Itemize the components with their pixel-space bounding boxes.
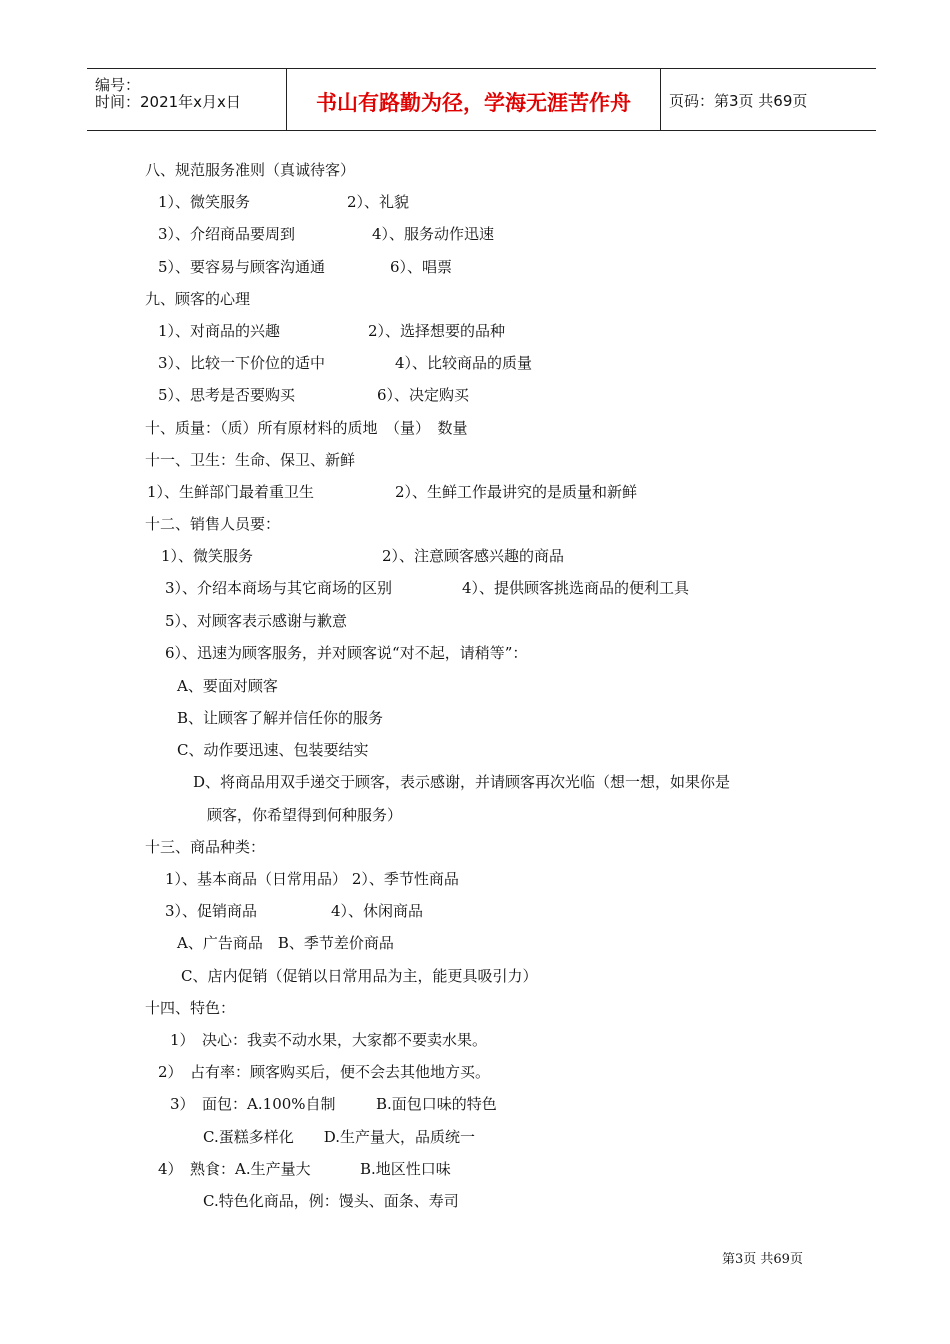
heading-section-8: 八、规范服务准则（真诚待客）	[145, 161, 356, 179]
sub-item: C、动作要迅速、包装要结实	[177, 741, 369, 759]
list-item: 3）、比较一下价位的适中	[158, 354, 326, 372]
list-item: 1）、微笑服务	[158, 193, 251, 211]
list-item: 6）、唱票	[390, 258, 453, 276]
sub-item: B、让顾客了解并信任你的服务	[177, 709, 384, 727]
list-item: 1）、基本商品（日常用品） 2）、季节性商品	[165, 870, 459, 888]
list-item: 4）、服务动作迅速	[372, 225, 495, 243]
list-item: 3）、介绍商品要周到	[158, 225, 296, 243]
list-item: B.地区性口味	[360, 1160, 451, 1178]
list-item: 2）、选择想要的品种	[368, 322, 506, 340]
sub-item: C、店内促销（促销以日常用品为主，能更具吸引力）	[181, 967, 538, 985]
list-item: 3） 面包：A.100%自制	[170, 1095, 336, 1113]
heading-section-12: 十二、销售人员要：	[145, 515, 281, 533]
list-item: 1）、微笑服务	[161, 547, 254, 565]
header-meta	[87, 69, 287, 130]
list-item: 4）、比较商品的质量	[395, 354, 533, 372]
list-item: 6）、决定购买	[377, 386, 470, 404]
list-item: 3）、促销商品	[165, 902, 258, 920]
list-item: 5）、思考是否要购买	[158, 386, 296, 404]
sub-item: A、广告商品 B、季节差价商品	[177, 934, 394, 952]
list-item: 1）、生鲜部门最着重卫生	[147, 483, 315, 501]
heading-section-14: 十四、特色：	[145, 999, 236, 1017]
list-item: 4）、提供顾客挑选商品的便利工具	[462, 579, 690, 597]
list-item: 5）、对顾客表示感谢与歉意	[165, 612, 348, 630]
page-info: 页码：第3页 共69页	[669, 92, 808, 110]
header-motto-cell	[287, 69, 661, 130]
time-line: 时间：2021年x月x日	[95, 93, 241, 111]
sub-item: D、将商品用双手递交于顾客，表示感谢，并请顾客再次光临（想一想，如果你是	[193, 773, 731, 791]
heading-section-11: 十一、卫生：生命、保卫、新鲜	[145, 451, 356, 469]
heading-section-13: 十三、商品种类：	[145, 838, 266, 856]
list-item: 1） 决心：我卖不动水果，大家都不要卖水果。	[170, 1031, 488, 1049]
sub-item: A、要面对顾客	[177, 677, 278, 695]
list-item: B.面包口味的特色	[376, 1095, 497, 1113]
list-item: 2） 占有率：顾客购买后，便不会去其他地方买。	[158, 1063, 491, 1081]
list-item: 4） 熟食：A.生产量大	[158, 1160, 311, 1178]
motto: 书山有路勤为径，学海无涯苦作舟	[316, 91, 631, 115]
list-item: 1）、对商品的兴趣	[158, 322, 281, 340]
heading-section-9: 九、顾客的心理	[145, 290, 251, 308]
sub-item: C.蛋糕多样化 D.生产量大，品质统一	[203, 1128, 475, 1146]
page-header	[87, 68, 876, 131]
list-item: 6）、迅速为顾客服务，并对顾客说“对不起，请稍等”：	[165, 644, 528, 662]
sub-item-continued: 顾客，你希望得到何种服务）	[207, 806, 403, 824]
page-footer: 第3页 共69页	[722, 1252, 803, 1267]
list-item: 2）、生鲜工作最讲究的是质量和新鲜	[395, 483, 638, 501]
sub-item: C.特色化商品，例：馒头、面条、寿司	[203, 1192, 459, 1210]
list-item: 2）、注意顾客感兴趣的商品	[382, 547, 565, 565]
list-item: 3）、介绍本商场与其它商场的区别	[165, 579, 393, 597]
heading-section-10: 十、质量：（质）所有原材料的质地 （量） 数量	[145, 419, 468, 437]
list-item: 2）、礼貌	[347, 193, 410, 211]
serial-label: 编号：	[95, 76, 141, 94]
list-item: 5）、要容易与顾客沟通通	[158, 258, 326, 276]
header-page-cell	[661, 69, 876, 130]
list-item: 4）、休闲商品	[331, 902, 424, 920]
